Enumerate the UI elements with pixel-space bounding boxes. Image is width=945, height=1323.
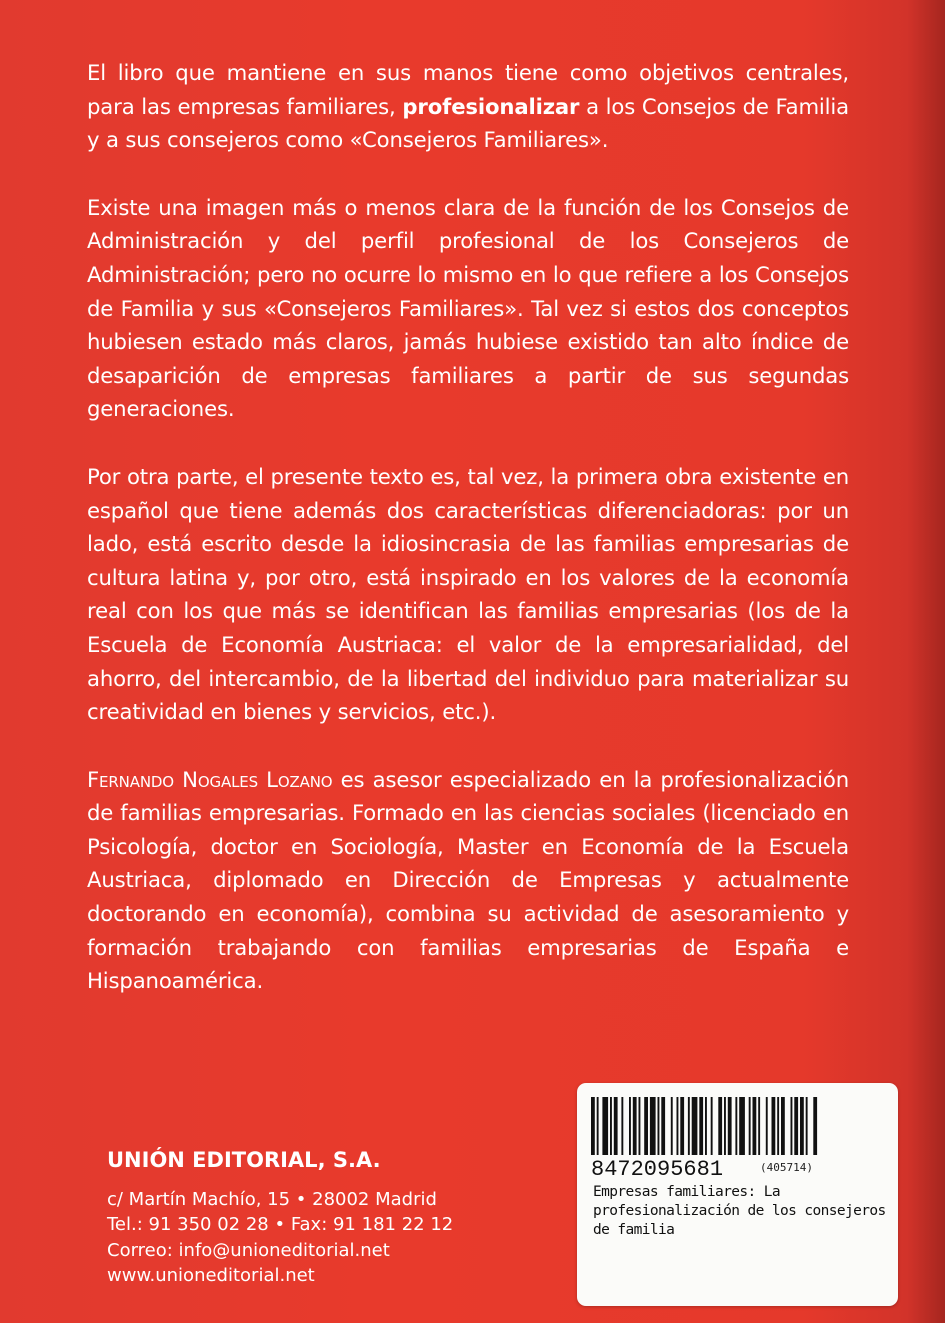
- isbn-number: 8472095681: [591, 1157, 724, 1182]
- publisher-address: c/ Martín Machío, 15 • 28002 Madrid: [107, 1188, 437, 1210]
- publisher-info: [107, 1148, 453, 1289]
- publisher-phone: Tel.: 91 350 02 28 • Fax: 91 181 22 12: [107, 1214, 454, 1235]
- author-paragraph: [87, 763, 849, 998]
- sticker-title: Empresas familiares: La profesionalización de los consejeros de familia: [593, 1184, 886, 1238]
- paragraph-1: [87, 56, 849, 157]
- paragraph-1-intro: El libro que mantiene en sus manos tiene como objetivos centrales, para las empresas familiares,: [87, 60, 849, 119]
- paragraph-3: Por otra parte, el presente texto es, tal vez, la primera obra existente en español que tiene además dos características diferenciadoras: por un lado, está escrito desde la idiosincrasia de las familias empresarias de cultura latina y, por otro, está inspirado en los valores de la economía real con los que más se identifican las familias empresarias (los de la Escuela de Economía Austriaca: el valor de la empresarialidad, del ahorro, del intercambio, de la libertad del individuo para materializar su creatividad en bienes y servicios, etc.).: [87, 463, 849, 725]
- publisher-website: www.unioneditorial.net: [107, 1265, 315, 1286]
- paragraph-1-rest: a los Consejos de Familia y a sus consejeros como «Consejeros Familiares».: [87, 93, 849, 153]
- blurb: [87, 56, 849, 1032]
- stock-code: (405714): [760, 1161, 813, 1174]
- bold-keyword: profesionalizar: [402, 93, 580, 119]
- author-bio: es asesor especializado en la profesionalización de familias empresarias. Formado en las ciencias sociales (licenciado en Psicología, doctor en Sociología, Master en Economía de la Escuela Austriaca, diplomado en Dirección de Empresas y actualmente doctorando en economía), combina su actividad de asesoramiento y formación trabajando con familias empresarias de España e Hispanoamérica.: [87, 766, 849, 994]
- author-name: Fernando Nogales Lozano: [87, 766, 333, 792]
- barcode-sticker: [577, 1083, 898, 1306]
- publisher-name: UNIÓN EDITORIAL, S.A.: [107, 1148, 381, 1172]
- publisher-email: Correo: info@unioneditorial.net: [107, 1239, 390, 1261]
- barcode-icon: [591, 1097, 885, 1155]
- paragraph-2: Existe una imagen más o menos clara de la función de los Consejos de Administración y del perfil profesional de los Consejeros de Administración; pero no ocurre lo mismo en lo que refiere a los Consejos de Familia y sus «Consejeros Familiares». Tal vez si estos dos conceptos hubiesen estado más claros, jamás hubiese existido tan alto índice de desaparición de empresas familiares a partir de sus segundas generaciones.: [87, 194, 849, 422]
